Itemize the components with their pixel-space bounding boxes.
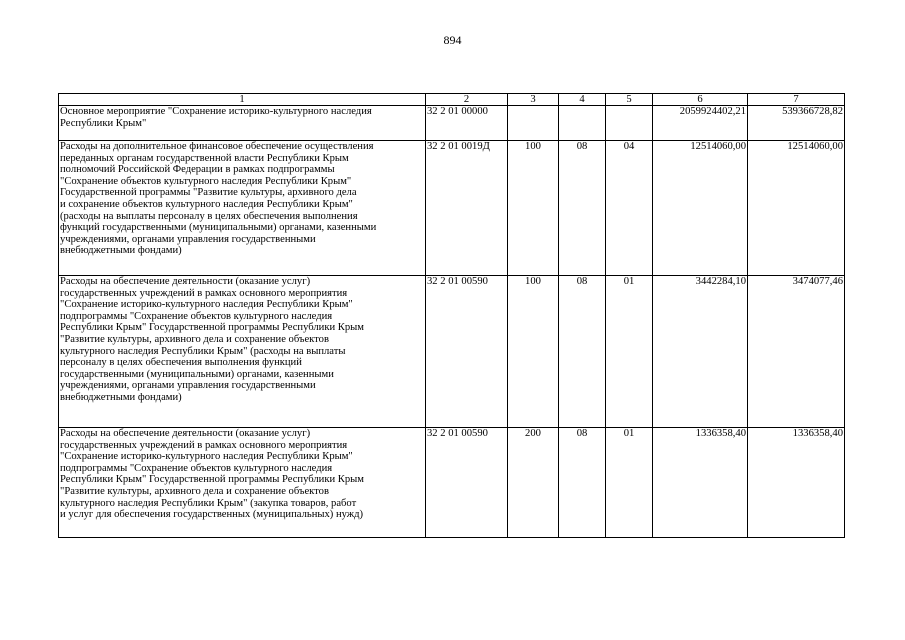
row-code: 32 2 01 00000: [426, 106, 508, 141]
header-col-5: 5: [606, 94, 653, 106]
row-col4: [559, 106, 606, 141]
header-row: [59, 94, 845, 106]
row-col5: [606, 106, 653, 141]
header-col-7: 7: [748, 94, 845, 106]
row-description: Расходы на обеспечение деятельности (оказание услуг) государственных учреждений в рамках основного мероприятия "Сохранение историко-культурного наследия Республики Крым" подпрограммы "Сохранение объектов культурного наследия Республики Крым" Государственной программы Республики Крым "Развитие культуры, архивного дела и сохранение объектов культурного наследия Республики Крым" (расходы на выплаты персоналу в целях обеспечения выполнения функций государственными (муниципальными) органами, казенными учреждениями, органами управления государственными внебюджетными фондами): [59, 276, 426, 428]
row-col3: 100: [508, 276, 559, 428]
header-col-6: 6: [653, 94, 748, 106]
row-code: 32 2 01 0019Д: [426, 141, 508, 276]
row-col3: 200: [508, 428, 559, 538]
row-col3: [508, 106, 559, 141]
row-col4: 08: [559, 141, 606, 276]
budget-table: [58, 93, 845, 538]
row-col5: 01: [606, 276, 653, 428]
row-col4: 08: [559, 276, 606, 428]
table-row: [59, 428, 845, 538]
row-col4: 08: [559, 428, 606, 538]
page-number: 894: [443, 33, 462, 47]
row-code: 32 2 01 00590: [426, 428, 508, 538]
row-col6: 3442284,10: [653, 276, 748, 428]
table-row: [59, 141, 845, 276]
row-description: Основное мероприятие "Сохранение историко-культурного наследия Республики Крым": [59, 106, 426, 141]
row-col5: 04: [606, 141, 653, 276]
row-col6: 12514060,00: [653, 141, 748, 276]
row-col3: 100: [508, 141, 559, 276]
row-col7: 539366728,82: [748, 106, 845, 141]
header-col-4: 4: [559, 94, 606, 106]
header-col-1: 1: [59, 94, 426, 106]
row-col6: 2059924402,21: [653, 106, 748, 141]
row-col7: 1336358,40: [748, 428, 845, 538]
row-col6: 1336358,40: [653, 428, 748, 538]
header-col-2: 2: [426, 94, 508, 106]
row-description: Расходы на обеспечение деятельности (оказание услуг) государственных учреждений в рамках основного мероприятия "Сохранение историко-культурного наследия Республики Крым" подпрограммы "Сохранение объектов культурного наследия Республики Крым" Государственной программы Республики Крым "Развитие культуры, архивного дела и сохранение объектов культурного наследия Республики Крым" (закупка товаров, работ и услуг для обеспечения государственных (муниципальных) нужд): [59, 428, 426, 538]
row-col7: 12514060,00: [748, 141, 845, 276]
row-code: 32 2 01 00590: [426, 276, 508, 428]
header-col-3: 3: [508, 94, 559, 106]
row-description: Расходы на дополнительное финансовое обеспечение осуществления переданных органам государственной власти Республики Крым полномочий Российской Федерации в рамках подпрограммы "Сохранение объектов культурного наследия Республики Крым" Государственной программы "Развитие культуры, архивного дела и сохранение объектов культурного наследия Республики Крым" (расходы на выплаты персоналу в целях обеспечения выполнения функций государственными (муниципальными) органами, казенными учреждениями, органами управления государственными внебюджетными фондами): [59, 141, 426, 276]
table-row: [59, 106, 845, 141]
row-col7: 3474077,46: [748, 276, 845, 428]
table-row: [59, 276, 845, 428]
row-col5: 01: [606, 428, 653, 538]
